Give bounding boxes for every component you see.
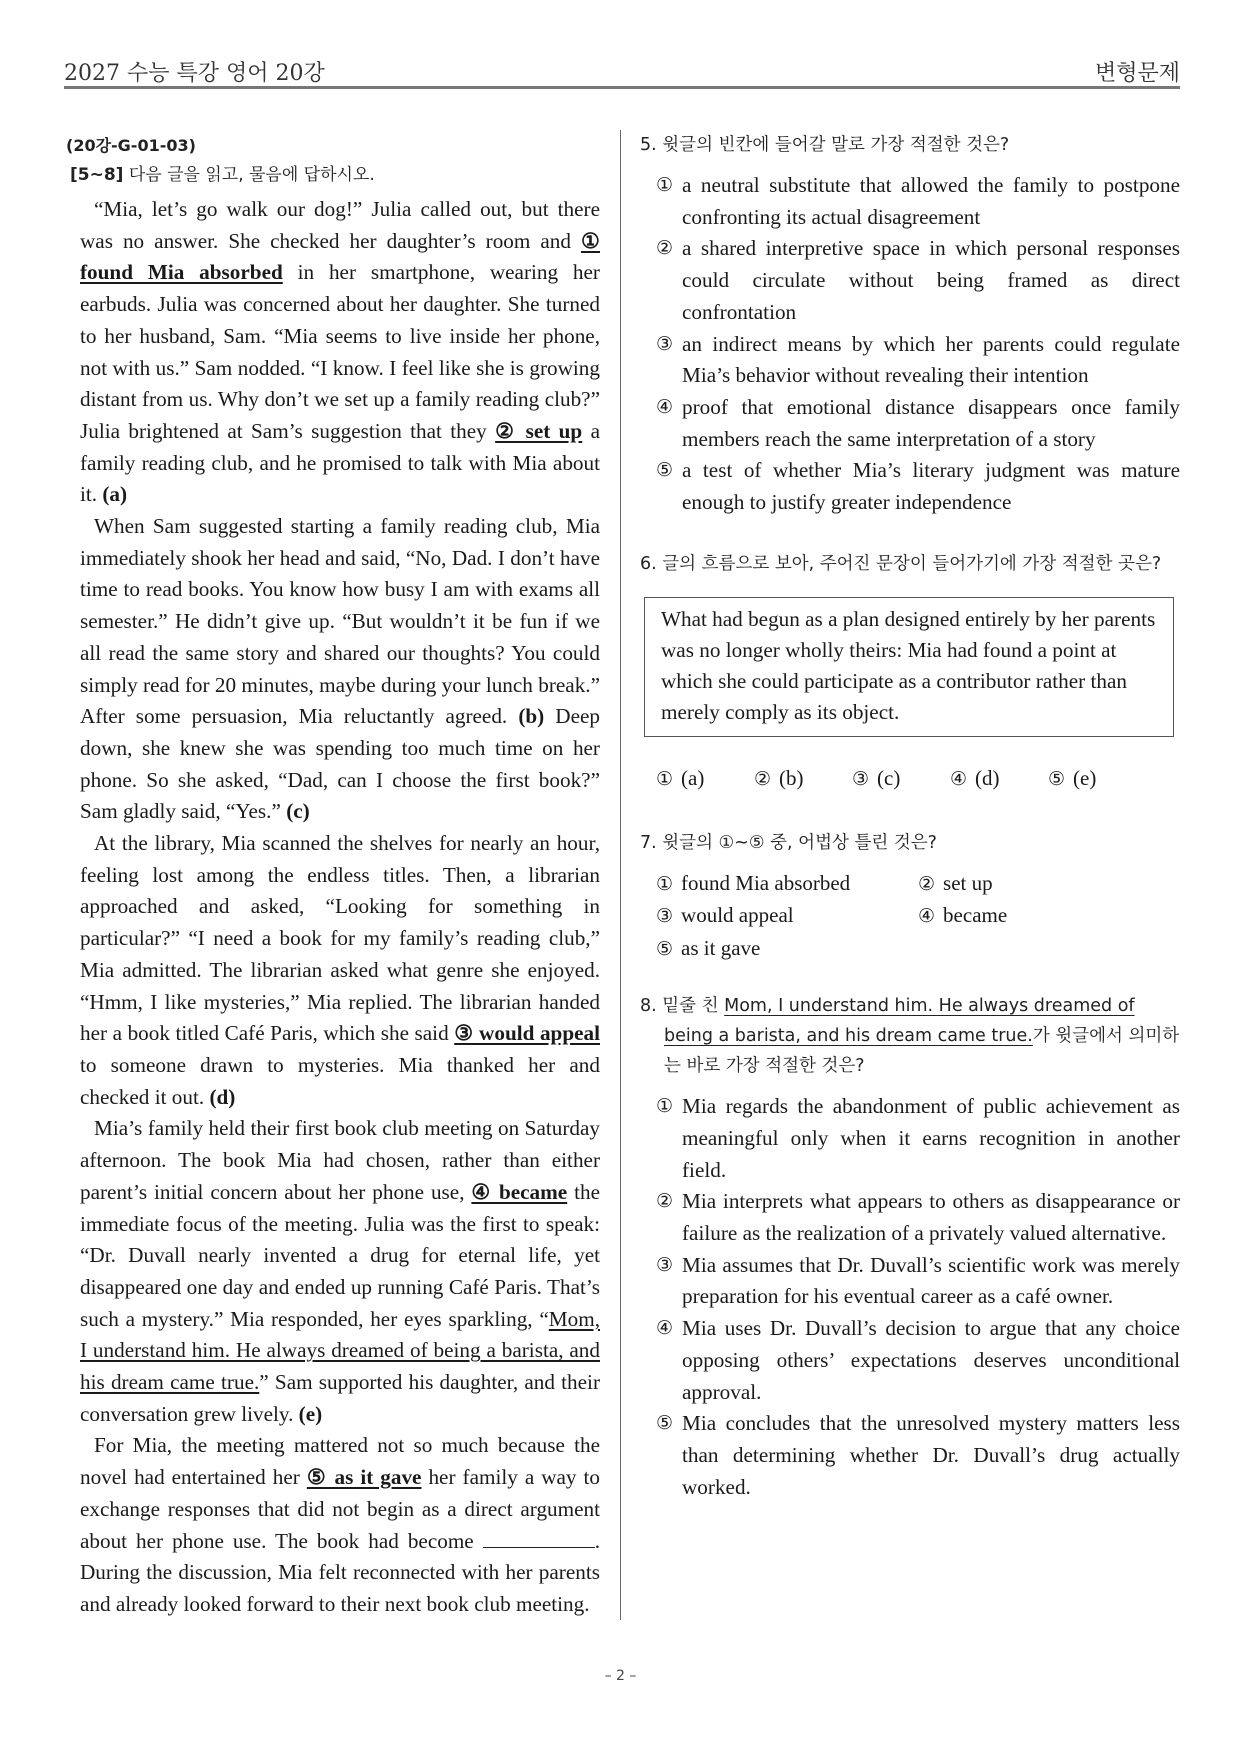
option[interactable] (656, 329, 1180, 392)
option-text: would appeal (681, 903, 794, 928)
option[interactable] (656, 1091, 1180, 1186)
option[interactable] (918, 900, 1180, 933)
position-marker-d: (d) (209, 1084, 236, 1109)
option[interactable] (950, 763, 1048, 794)
option[interactable] (656, 233, 1180, 328)
option[interactable] (656, 1408, 1180, 1503)
underlined-choice-5: ⑤ as it gave (306, 1465, 422, 1490)
option-number: ③ (656, 905, 674, 928)
option-number: ① (656, 174, 674, 196)
option[interactable] (1048, 763, 1146, 794)
option-number: ② (918, 872, 936, 895)
option-number: ② (754, 767, 772, 790)
question-7-prompt: 7. 윗글의 ①~⑤ 중, 어법상 틀린 것은? (640, 832, 937, 853)
passage-text: her family a way to exchange responses that did not begin as a direct argument about her phone use. The book had become (80, 1465, 600, 1553)
header-rule (64, 86, 1180, 89)
option-text: (b) (779, 765, 804, 790)
option-text: (d) (975, 765, 1000, 790)
question-5-options (656, 170, 1180, 519)
option-number: ⑤ (656, 459, 674, 482)
option-text: a test of whether Mia’s literary judgment was mature enough to justify greater independence (682, 458, 1180, 515)
option-text: found Mia absorbed (681, 870, 851, 895)
option[interactable] (656, 900, 918, 933)
question-6-options (656, 763, 1180, 794)
passage-column (66, 132, 600, 1621)
question-5-prompt: 5. 윗글의 빈칸에 들어갈 말로 가장 적절한 것은? (640, 135, 1010, 155)
question-5 (640, 130, 1180, 519)
column-divider (620, 130, 621, 1620)
instruction (70, 160, 600, 190)
option[interactable] (656, 1186, 1180, 1249)
passage-text: . During the discussion, Mia felt reconnected with her parents and already looked forward to their next book club meeting. (80, 1528, 600, 1616)
option-text: became (943, 903, 1008, 928)
option-number: ⑤ (1048, 767, 1066, 790)
position-marker-c: (c) (286, 799, 310, 824)
underlined-choice-1: ① found Mia absorbed (80, 228, 600, 285)
header-title: 2027 수능 특강 영어 20강 (64, 61, 325, 86)
option-text: a shared interpretive space in which personal responses could circulate without being framed as direct confrontation (682, 236, 1180, 324)
paragraph-4 (80, 1113, 600, 1430)
option-text: Mia assumes that Dr. Duvall’s scientific work was merely preparation for his eventual career as a café owner. (682, 1252, 1180, 1309)
prompt-text: 가 윗글에서 의미하는 바로 가장 적절한 것은? (664, 1026, 1180, 1077)
option-number: ③ (852, 767, 870, 790)
option-number: ④ (950, 767, 968, 790)
option[interactable] (918, 868, 1180, 901)
option[interactable] (656, 392, 1180, 455)
option[interactable] (852, 763, 950, 794)
option-number: ① (656, 872, 674, 895)
option-text: as it gave (681, 935, 761, 960)
question-8-prompt (640, 991, 1180, 1081)
option-text: Mia uses Dr. Duvall’s decision to argue that any choice opposing others’ expectations deserves unconditional approval. (682, 1316, 1180, 1404)
option[interactable] (656, 1313, 1180, 1408)
instruction-text: 다음 글을 읽고, 물음에 답하시오. (128, 165, 375, 185)
position-marker-e: (e) (298, 1401, 323, 1426)
given-sentence-box: What had begun as a plan designed entirely by her parents was no longer wholly theirs: Mia had found a point at which she could participate as a contributor rather than merely comply as its object. (644, 597, 1174, 737)
passage-text: Deep down, she knew she was spending too much time on her phone. So she asked, “Dad, can I choose the first book?” Sam gladly said, “Yes.” (80, 704, 601, 824)
question-6-prompt: 6. 글의 흐름으로 보아, 주어진 문장이 들어가기에 가장 적절한 곳은? (640, 553, 1162, 574)
option-text: an indirect means by which her parents could regulate Mia’s behavior without revealing their intention (682, 331, 1180, 388)
option-text: Mia regards the abandonment of public achievement as meaningful only when it earns recognition in another field. (682, 1094, 1180, 1182)
option-number: ④ (656, 395, 674, 418)
question-8 (640, 991, 1180, 1503)
answer-blank (483, 1530, 595, 1548)
question-7 (640, 828, 1180, 966)
passage-text: ” Sam supported his daughter, and their conversation grew lively. (80, 1370, 600, 1426)
paragraph-2 (80, 511, 600, 828)
passage-text: Mia’s family held their first book club meeting on Saturday afternoon. The book Mia had chosen, rather than either parent’s initial concern about her phone use, (80, 1116, 600, 1204)
option-number: ② (656, 237, 674, 260)
option[interactable] (656, 455, 1180, 518)
page-header (64, 56, 1180, 90)
passage-text: to someone drawn to mysteries. Mia thanked her and checked it out. (80, 1052, 600, 1109)
option-number: ② (656, 1190, 674, 1213)
position-marker-a: (a) (102, 482, 128, 507)
option[interactable] (656, 763, 754, 794)
position-marker-b: (b) (518, 704, 545, 729)
page-number: – 2 – (604, 1668, 637, 1684)
prompt-underlined-quote: Mom, I understand him. He always dreamed of being a barista, and his dream came true. (664, 996, 1135, 1047)
underlined-choice-2: ② set up (495, 418, 583, 443)
option-number: ④ (656, 1317, 674, 1340)
option-number: ⑤ (656, 1412, 674, 1435)
paragraph-5 (80, 1430, 600, 1620)
passage-text: a family reading club, and he promised to talk with Mia about it. (80, 418, 600, 507)
option[interactable] (656, 1250, 1180, 1313)
option-number: ① (656, 1095, 674, 1118)
prompt-text: 8. 밑줄 친 (640, 996, 725, 1017)
option-number: ⑤ (656, 937, 674, 960)
option[interactable] (754, 763, 852, 794)
passage (66, 194, 600, 1621)
option-number: ④ (918, 905, 936, 928)
option-text: set up (943, 870, 993, 895)
option[interactable] (656, 170, 1180, 233)
passage-text: in her smartphone, wearing her earbuds. Julia was concerned about her daughter. She turned to her husband, Sam. “Mia seems to live inside her phone, not with us.” Sam nodded. “I know. I feel like she is growing distant from us. Why don’t we set up a family reading club?” Julia brightened at Sam’s suggestion that they (80, 260, 600, 443)
passage-text: the immediate focus of the meeting. Julia was the first to speak: “Dr. Duvall nearly invented a drug for eternal life, yet disappeared one day and ended up running Café Paris. That’s such a mystery.” Mia responded, her eyes sparkling, “ (80, 1179, 601, 1331)
option-number: ③ (656, 332, 674, 355)
option-text: proof that emotional distance disappears once family members reach the same interpretation of a story (682, 394, 1180, 451)
option-text: (e) (1073, 765, 1097, 790)
option-text: Mia concludes that the unresolved mystery matters less than determining whether Dr. Duvall’s drug actually worked. (682, 1411, 1180, 1499)
option[interactable] (656, 868, 918, 901)
option[interactable] (656, 933, 926, 966)
option-text: (c) (877, 765, 901, 790)
passage-text: “Mia, let’s go walk our dog!” Julia called out, but there was no answer. She checked her daughter’s room and (80, 197, 600, 253)
option-number: ① (656, 767, 674, 790)
header-section-label: 변형문제 (1094, 61, 1180, 86)
passage-text: When Sam suggested starting a family reading club, Mia immediately shook her head and said, “No, Dad. I don’t have time to read books. You know how busy I am with exams all semester.” He didn’t give up. “But wouldn’t it be fun if we all read the same story and shared our thoughts? You could simply read for 20 minutes, maybe during your lunch break.” After some persuasion, Mia reluctantly agreed. (80, 514, 600, 729)
underlined-choice-4: ④ became (471, 1179, 568, 1204)
option-text: (a) (681, 765, 705, 790)
passage-text: At the library, Mia scanned the shelves for nearly an hour, feeling lost among the endless titles. Then, a librarian approached and asked, “Looking for something in particular?” “I need a book for my family’s reading club,” Mia admitted. The librarian asked what genre she enjoyed. “Hmm, I like mysteries,” Mia replied. The librarian handed her a book titled Café Paris, which she said (80, 831, 600, 1046)
instruction-range: [5~8] (70, 165, 124, 185)
paragraph-1 (80, 194, 600, 511)
question-6 (640, 549, 1180, 794)
option-number: ③ (656, 1253, 674, 1276)
underlined-choice-3: ③ would appeal (454, 1021, 601, 1046)
option-text: a neutral substitute that allowed the family to postpone confronting its actual disagreement (682, 173, 1180, 229)
passage-text: For Mia, the meeting mattered not so much because the novel had entertained her (80, 1433, 600, 1490)
paragraph-3 (80, 828, 600, 1113)
question-8-options (656, 1091, 1180, 1503)
underlined-quote: Mom, I understand him. He always dreamed of being a barista, and his dream came true. (80, 1306, 600, 1395)
question-7-options (656, 868, 1180, 966)
source-code: (20강-G-01-03) (66, 136, 196, 155)
option-text: Mia interprets what appears to others as disappearance or failure as the realization of a privately valued alternative. (682, 1189, 1180, 1246)
questions-column (640, 130, 1180, 1503)
